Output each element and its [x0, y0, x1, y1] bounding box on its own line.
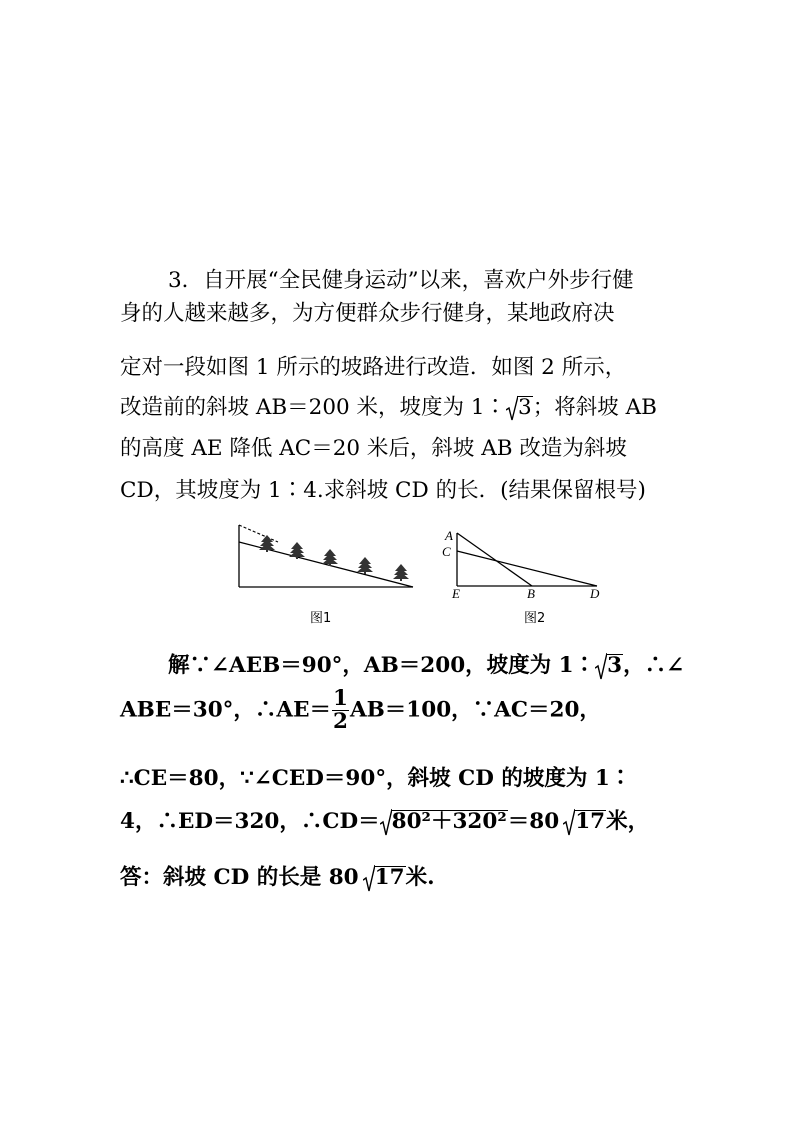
- point-label-d: D: [590, 586, 600, 601]
- solution-line-4-text-c: 米，: [606, 809, 650, 834]
- fraction-denominator: 2: [332, 709, 348, 734]
- figure-2-caption: 图2: [524, 611, 546, 626]
- solution-line-1-text-b: ，∴∠: [623, 653, 685, 678]
- point-label-a: A: [445, 528, 453, 543]
- tree-icon: [289, 542, 305, 559]
- figure-1-caption: 图1: [310, 611, 332, 626]
- sqrt-3-value: 3: [518, 395, 532, 420]
- solution-line-2-text-b: AB＝100，∵AC＝20，: [349, 697, 601, 723]
- fraction-one-half: [332, 688, 349, 733]
- problem-line-5: 的高度 AE 降低 AC＝20 米后，斜坡 AB 改造为斜坡: [120, 436, 627, 461]
- fraction-numerator: 1: [332, 686, 348, 711]
- sqrt-17-radical: [363, 864, 406, 892]
- tree-icon: [322, 549, 338, 566]
- tree-icon: [393, 564, 409, 581]
- radical-sign-icon: [506, 395, 518, 421]
- answer-text-a: 答：斜坡 CD 的长是 80: [120, 865, 359, 890]
- solution-line-4: [120, 808, 649, 836]
- solution-line-1: [168, 652, 684, 680]
- sqrt-3-radical: [506, 395, 533, 421]
- solution-line-4-text-b: ＝80: [507, 809, 560, 834]
- sqrt-sum-radical: [380, 808, 508, 836]
- problem-line-2: 身的人越来越多，为方便群众步行健身，某地政府决: [120, 301, 615, 326]
- solution-line-2: [120, 688, 601, 733]
- radical-sign-icon: [595, 652, 607, 680]
- figure-1-slope: [236, 522, 418, 590]
- figure-2-triangle: [440, 528, 610, 590]
- tree-icon: [259, 535, 275, 552]
- radical-sign-icon: [363, 864, 375, 892]
- sqrt-17-radical: [563, 808, 606, 836]
- tree-icon: [357, 557, 373, 574]
- point-label-b: B: [527, 586, 535, 601]
- problem-line-4-text-a: 改造前的斜坡 AB＝200 米，坡度为 1∶: [120, 395, 507, 420]
- sqrt-17-value: 17: [374, 865, 405, 890]
- radical-sign-icon: [380, 808, 392, 836]
- point-label-e: E: [452, 586, 460, 601]
- problem-line-1: 3．自开展“全民健身运动”以来，喜欢户外步行健: [168, 268, 634, 293]
- sqrt-3-radical: [595, 652, 623, 680]
- sqrt-17-value: 17: [575, 809, 606, 834]
- solution-line-3: ∴CE＝80，∵∠CED＝90°，斜坡 CD 的坡度为 1∶: [120, 766, 632, 791]
- problem-line-6: CD，其坡度为 1∶4.求斜坡 CD 的长．(结果保留根号): [120, 478, 646, 503]
- solution-line-2-text-a: ABE＝30°，∴AE＝: [120, 697, 331, 723]
- point-label-c: C: [442, 544, 451, 559]
- problem-line-4: [120, 395, 680, 421]
- sqrt-sum-value: 80²＋320²: [391, 809, 507, 834]
- solution-answer-line: [120, 864, 435, 892]
- answer-text-b: 米.: [405, 865, 435, 890]
- problem-line-3: 定对一段如图 1 所示的坡路进行改造．如图 2 所示，: [120, 355, 627, 380]
- radical-sign-icon: [563, 808, 575, 836]
- solution-line-1-text-a: 解∵∠AEB＝90°，AB＝200，坡度为 1∶: [168, 653, 596, 678]
- solution-line-4-text-a: 4，∴ED＝320，∴CD＝: [120, 809, 380, 834]
- problem-line-4-text-b: ；将斜坡 AB: [532, 395, 657, 420]
- sqrt-3-value: 3: [607, 653, 623, 678]
